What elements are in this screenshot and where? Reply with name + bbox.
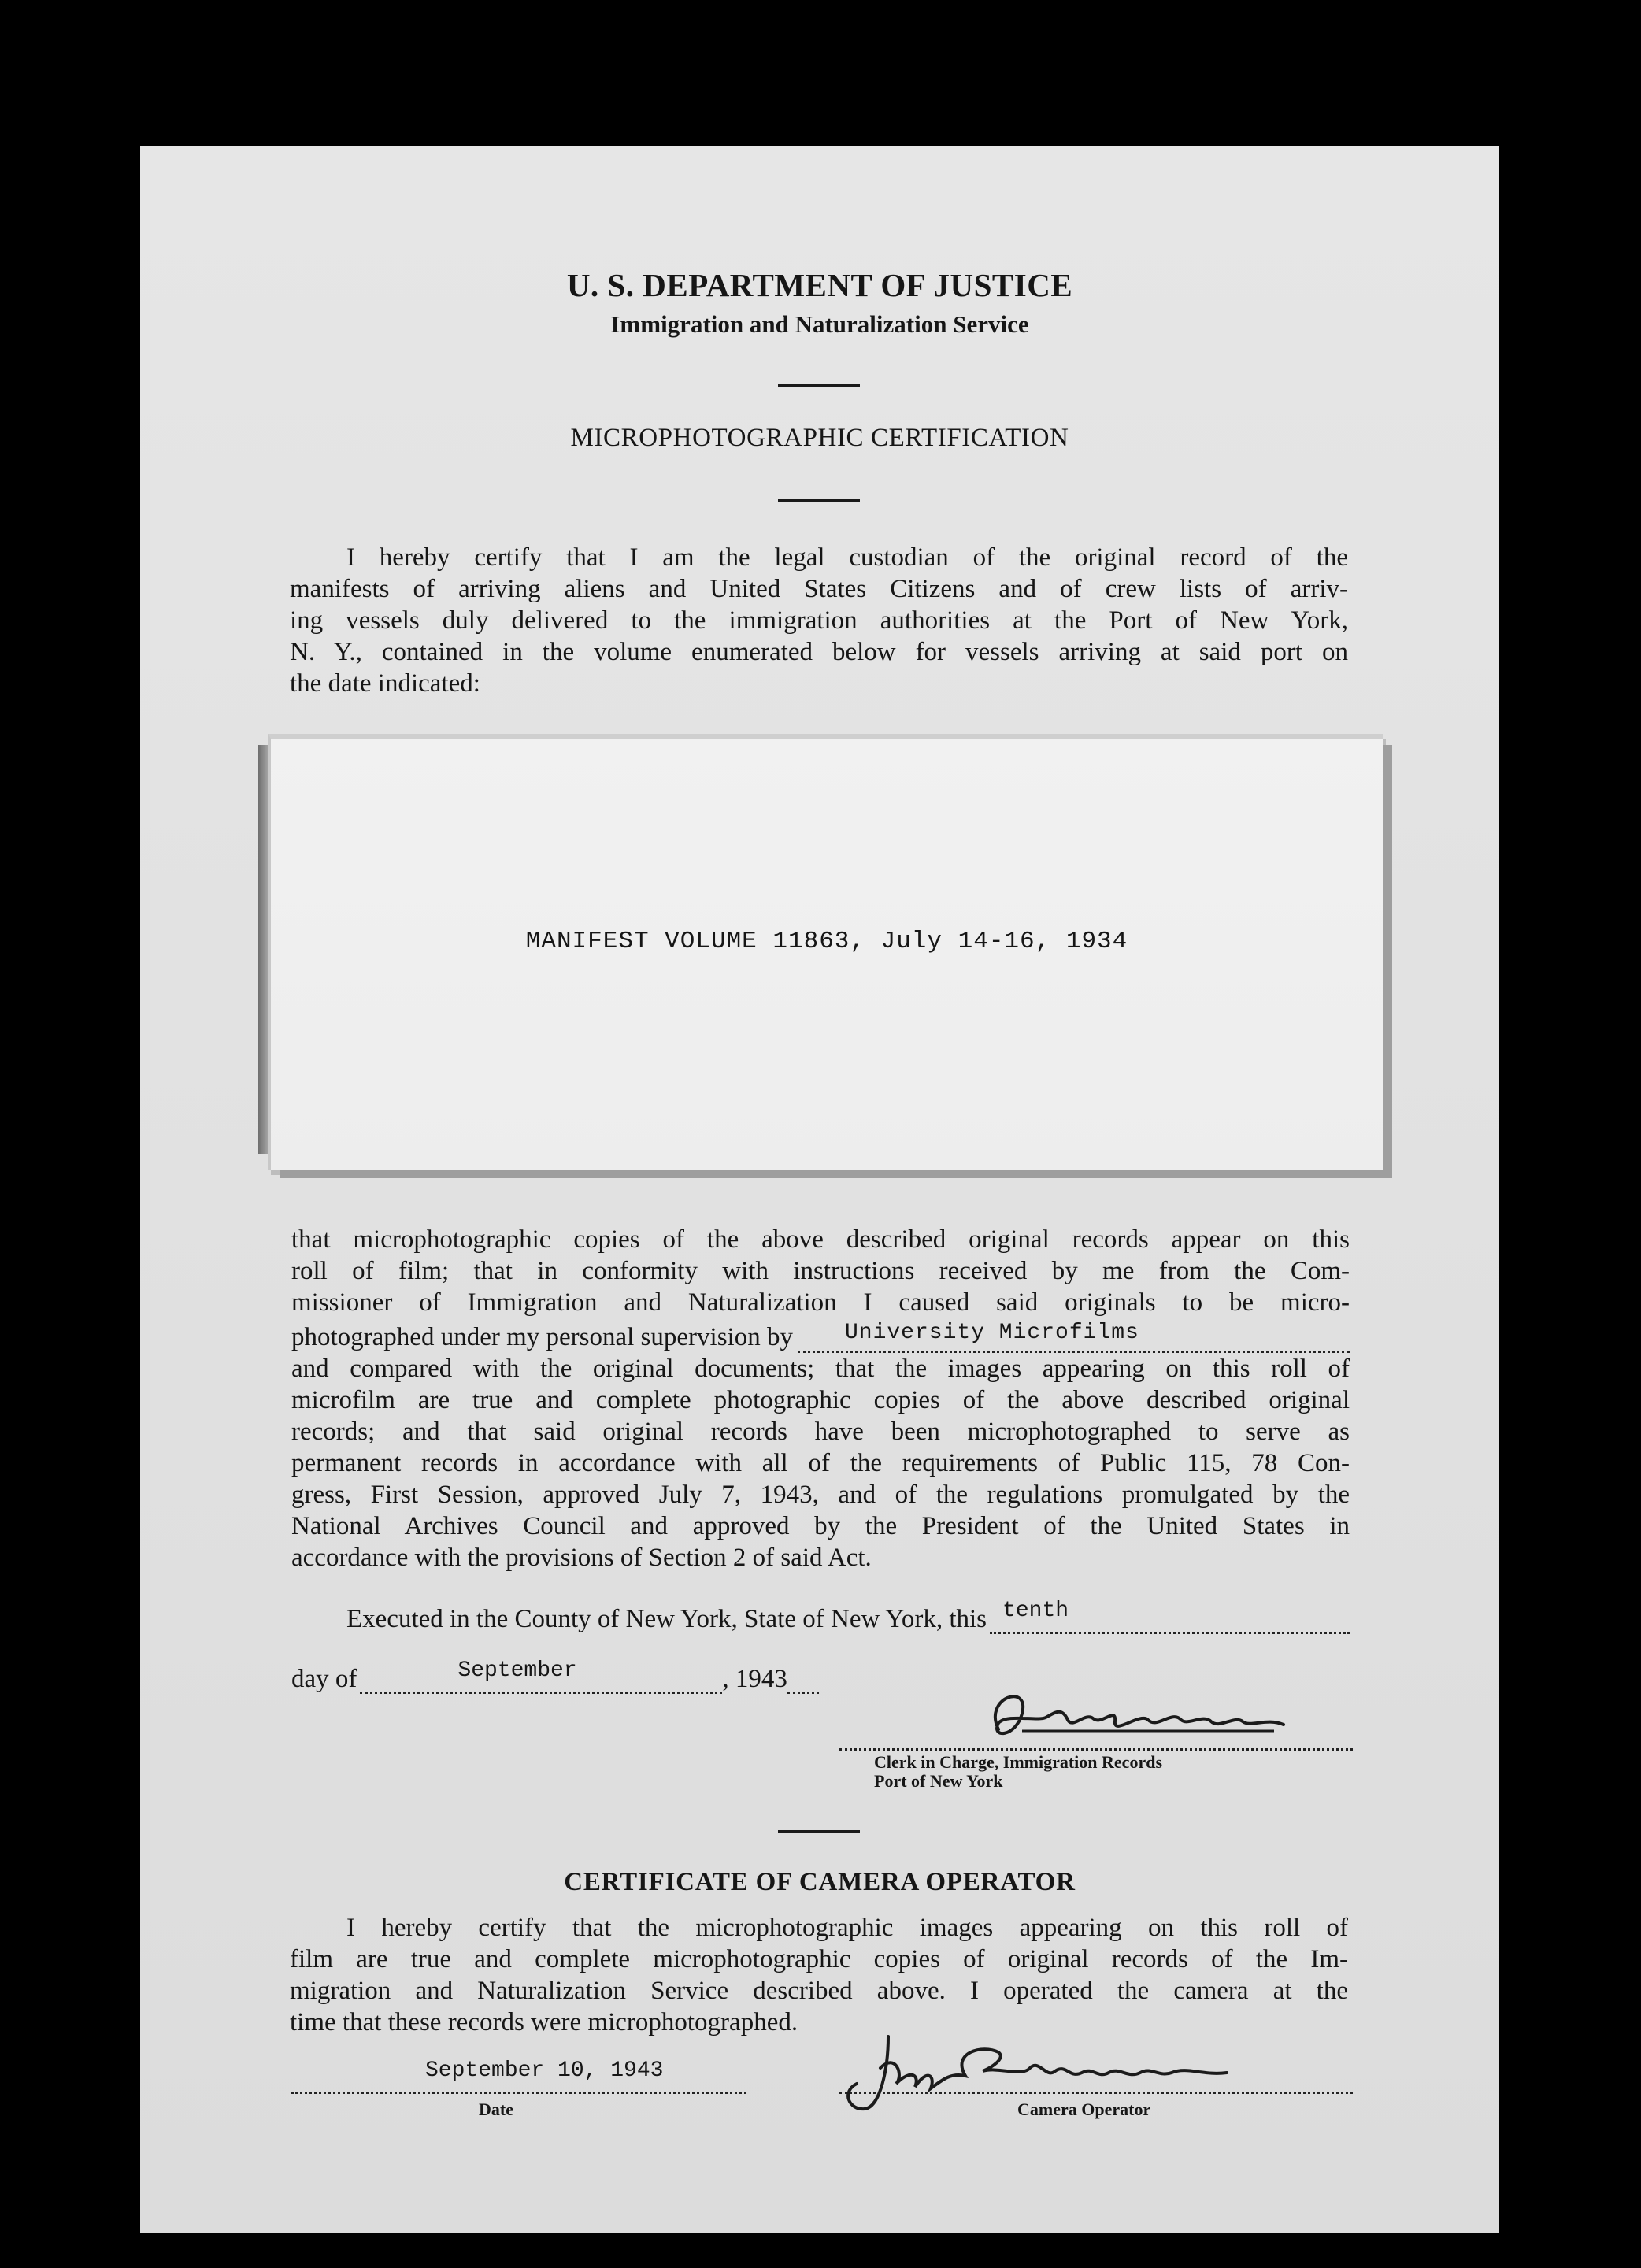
intro-paragraph (290, 542, 1348, 699)
body-line: records; and that said original records have been microphotographed to serve as (291, 1418, 1350, 1446)
supervisor-name: University Microfilms (844, 1321, 1139, 1345)
header-rule-top (778, 384, 860, 387)
department-heading: U. S. DEPARTMENT OF JUSTICE (566, 267, 1073, 303)
camera-date-value: September 10, 1943 (425, 2059, 664, 2083)
certification-title: MICROPHOTOGRAPHIC CERTIFICATION (570, 424, 1069, 452)
day-of-text: day of (291, 1665, 357, 1693)
executed-day: tenth (1002, 1599, 1069, 1623)
camera-certificate-paragraph (290, 1912, 1348, 2038)
executed-month: September (457, 1658, 577, 1683)
body-line: National Archives Council and approved by the President of the United States in (291, 1512, 1350, 1540)
intro-line: manifests of arriving aliens and United States Citizens and of crew lists of arriv- (290, 575, 1348, 603)
certification-body (291, 1224, 1350, 1573)
year-prefix: , 194 (722, 1665, 775, 1693)
year-fill-line (787, 1670, 819, 1694)
operator-caption: Camera Operator (1017, 2099, 1151, 2119)
manifest-volume-text: MANIFEST VOLUME 11863, July 14-16, 1934 (525, 928, 1128, 955)
clerk-caption-line2: Port of New York (874, 1771, 1003, 1791)
date-caption: Date (479, 2099, 513, 2119)
camera-line: I hereby certify that the microphotographic images appearing on this roll of (346, 1914, 1348, 1942)
body-line-supervisor (291, 1318, 1350, 1353)
service-subheading: Immigration and Naturalization Service (610, 310, 1029, 338)
camera-line: time that these records were microphotographed. (290, 2008, 798, 2036)
body-line: microfilm are true and complete photographic copies of the above described original (291, 1386, 1350, 1414)
clerk-caption (874, 1753, 1162, 1791)
body-line: and compared with the original documents; that the images appearing on this roll of (291, 1354, 1350, 1383)
month-fill-line (360, 1658, 722, 1694)
date-fill-line (291, 2059, 746, 2094)
body-line: accordance with the provisions of Section 2 of said Act. (291, 1544, 872, 1572)
executed-line (346, 1599, 1350, 1634)
supervision-text: photographed under my personal supervision by (291, 1323, 793, 1351)
body-line: permanent records in accordance with all of the requirements of Public 115, 78 Con- (291, 1449, 1350, 1477)
header-rule-bottom (778, 499, 860, 502)
camera-line: film are true and complete microphotographic copies of original records of the Im- (290, 1945, 1348, 1973)
volume-label-card (268, 734, 1383, 1170)
executed-text: Executed in the County of New York, State of New York, this (346, 1605, 987, 1633)
body-line: roll of film; that in conformity with instructions received by me from the Com- (291, 1257, 1350, 1285)
camera-certificate-title: CERTIFICATE OF CAMERA OPERATOR (564, 1868, 1076, 1896)
clerk-caption-line1: Clerk in Charge, Immigration Records (874, 1752, 1163, 1772)
year-digit: 3 (774, 1665, 787, 1693)
body-line: that microphotographic copies of the above described original records appear on this (291, 1225, 1350, 1254)
section-rule (778, 1830, 860, 1833)
body-line: missioner of Immigration and Naturalization I caused said originals to be micro- (291, 1288, 1350, 1317)
supervisor-fill-line (798, 1321, 1350, 1353)
day-of-line (291, 1658, 819, 1694)
intro-line: ing vessels duly delivered to the immigration authorities at the Port of New York, (290, 606, 1348, 635)
certificate-sheet (140, 146, 1499, 2233)
intro-line: the date indicated: (290, 669, 480, 698)
intro-line: N. Y., contained in the volume enumerated below for vessels arriving at said port on (290, 638, 1348, 666)
body-line: gress, First Session, approved July 7, 1943, and of the regulations promulgated by the (291, 1480, 1350, 1509)
day-fill-line (990, 1599, 1350, 1634)
clerk-signature (975, 1674, 1306, 1761)
camera-line: migration and Naturalization Service described above. I operated the camera at the (290, 1977, 1348, 2005)
intro-line: I hereby certify that I am the legal custodian of the original record of the (346, 543, 1348, 572)
